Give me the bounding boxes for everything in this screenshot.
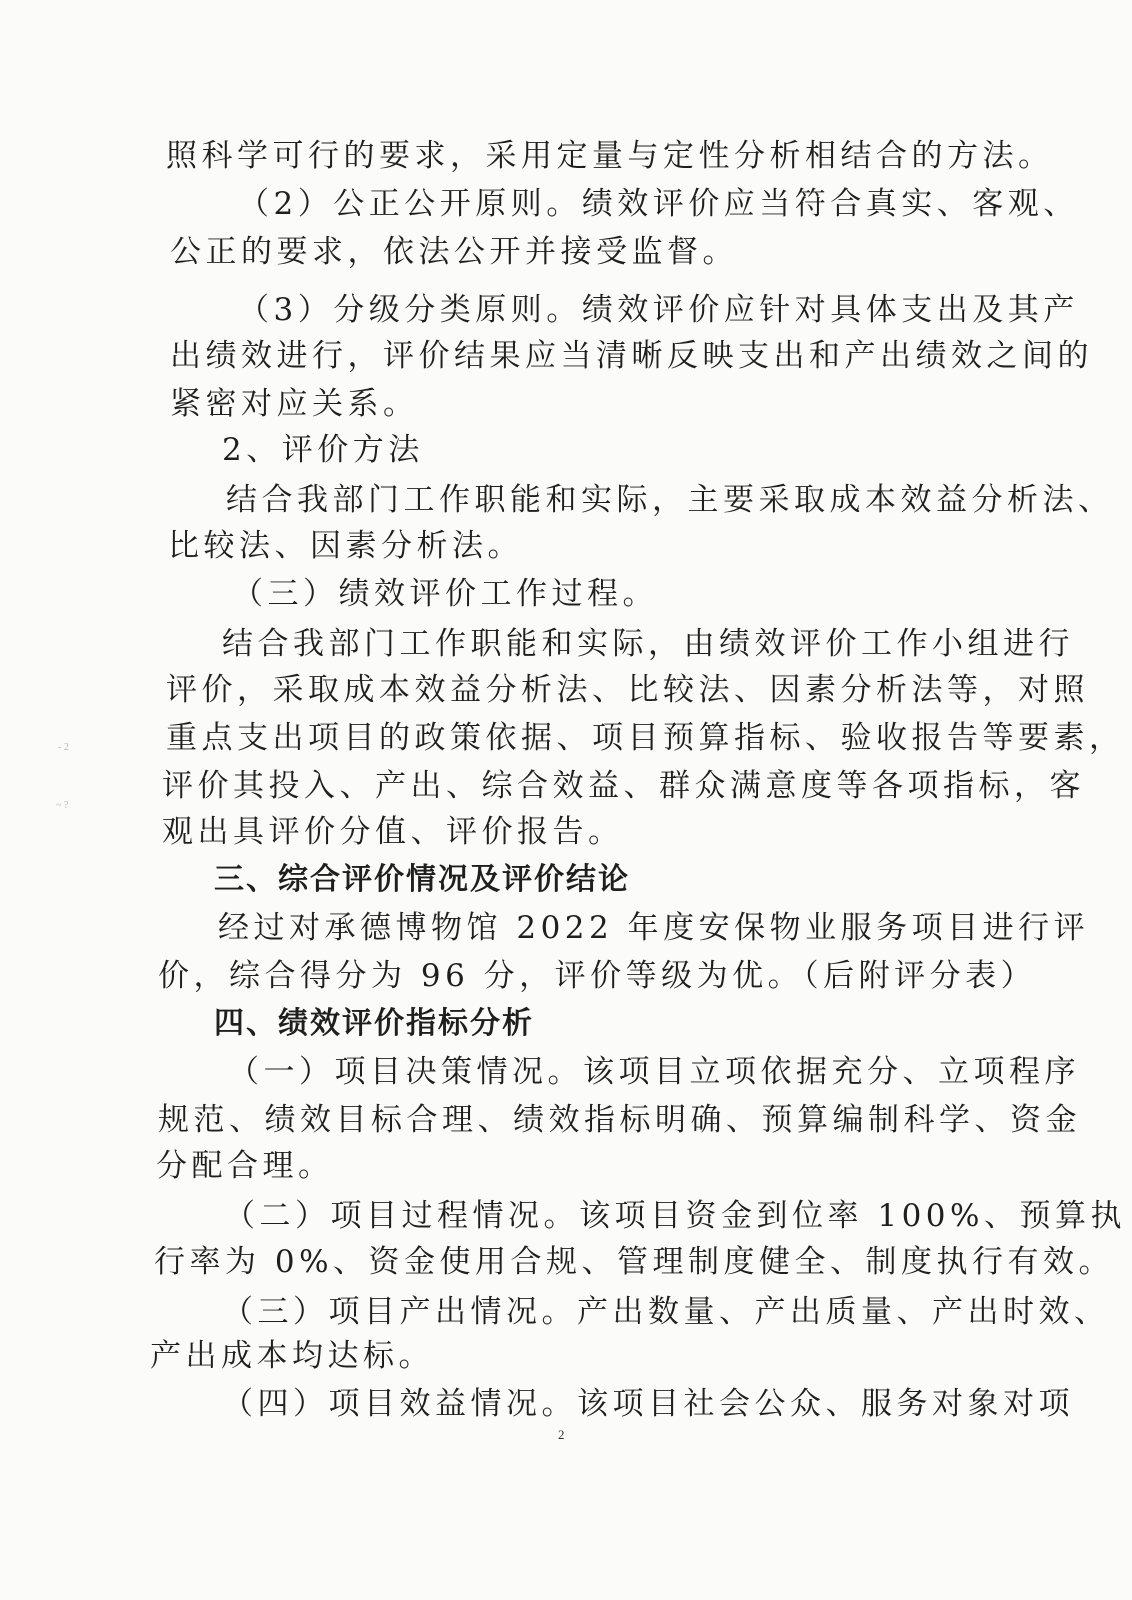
text-line-24: 行率为 0%、资金使用合规、管理制度健全、制度执行有效。 xyxy=(154,1244,1115,1280)
text-line-25: （三）项目产出情况。产出数量、产出质量、产出时效、 xyxy=(222,1294,1110,1330)
section-heading-overall-evaluation: 三、综合评价情况及评价结论 xyxy=(214,862,630,897)
text-line-21: 规范、绩效目标合理、绩效指标明确、预算编制科学、资金 xyxy=(158,1102,1081,1138)
text-line-10: （三）绩效评价工作过程。 xyxy=(232,576,658,612)
text-line-17: 经过对承德博物馆 2022 年度安保物业服务项目进行评 xyxy=(218,910,1090,946)
text-line-3: 公正的要求，依法公开并接受监督。 xyxy=(170,234,738,270)
scan-mark-1: - 2 xyxy=(58,742,69,753)
text-line-15: 观出具评价分值、评价报告。 xyxy=(162,814,624,850)
text-line-11: 结合我部门工作职能和实际，由绩效评价工作小组进行 xyxy=(222,626,1074,662)
section-subheading-evaluation-method: 2、评价方法 xyxy=(222,432,424,468)
text-line-14: 评价其投入、产出、综合效益、群众满意度等各项指标，客 xyxy=(162,768,1085,804)
text-line-22: 分配合理。 xyxy=(156,1148,334,1184)
text-line-23: （二）项目过程情况。该项目资金到位率 100%、预算执 xyxy=(224,1198,1126,1234)
text-line-12: 评价，采取成本效益分析法、比较法、因素分析法等，对照 xyxy=(166,672,1089,708)
text-line-18: 价，综合得分为 96 分，评价等级为优。（后附评分表） xyxy=(158,958,1037,994)
text-line-27: （四）项目效益情况。该项目社会公众、服务对象对项 xyxy=(222,1386,1074,1422)
text-line-9: 比较法、因素分析法。 xyxy=(168,528,523,564)
text-line-1: 照科学可行的要求，采用定量与定性分析相结合的方法。 xyxy=(166,138,1054,174)
text-line-13: 重点支出项目的政策依据、项目预算指标、验收报告等要素， xyxy=(166,720,1125,756)
text-line-20: （一）项目决策情况。该项目立项依据充分、立项程序 xyxy=(228,1054,1080,1090)
text-line-26: 产出成本均达标。 xyxy=(150,1338,434,1374)
scan-mark-2: ~ ? xyxy=(56,800,69,811)
text-line-5: 出绩效进行，评价结果应当清晰反映支出和产出绩效之间的 xyxy=(170,338,1093,374)
text-line-2: （2）公正公开原则。绩效评价应当符合真实、客观、 xyxy=(238,186,1079,222)
text-line-4: （3）分级分类原则。绩效评价应针对具体支出及其产 xyxy=(238,292,1079,328)
text-line-6: 紧密对应关系。 xyxy=(170,386,419,422)
text-line-8: 结合我部门工作职能和实际，主要采取成本效益分析法、 xyxy=(226,482,1114,518)
section-heading-indicator-analysis: 四、绩效评价指标分析 xyxy=(214,1006,534,1041)
page-number: 2 xyxy=(558,1427,565,1442)
